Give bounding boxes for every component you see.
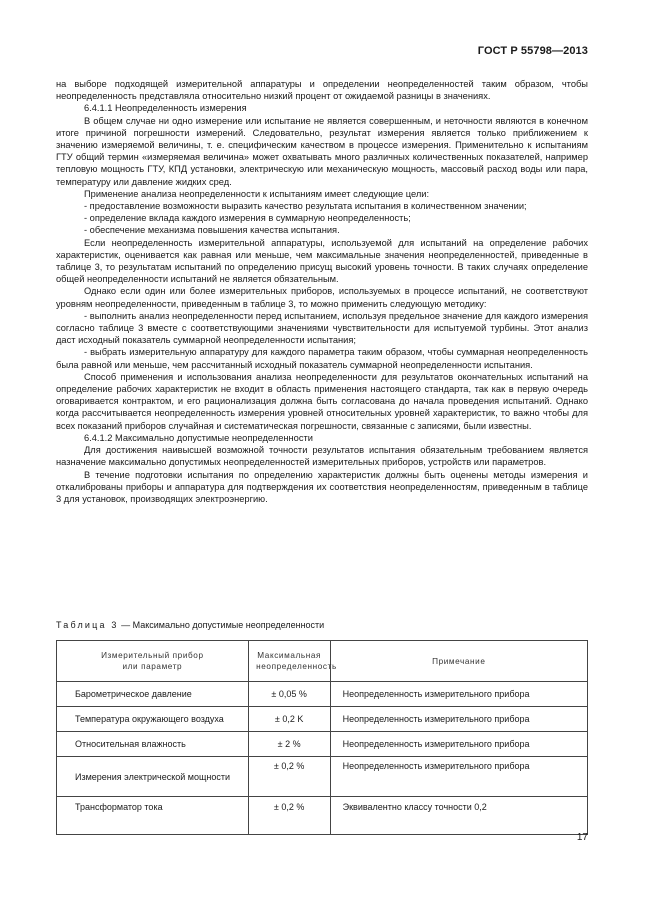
- cell-note: Неопределенность измерительного прибора: [330, 707, 587, 732]
- page-number: 17: [576, 832, 588, 843]
- table-row: [57, 682, 588, 707]
- paragraph: Применение анализа неопределенности к испытаниям имеет следующие цели:: [84, 188, 430, 199]
- section-heading-6-4-1-2: 6.4.1.2 Максимально допустимые неопределенности: [84, 432, 313, 443]
- cell-parameter: Измерения электрической мощности: [57, 757, 249, 797]
- table-row: [57, 797, 588, 835]
- list-item: - предоставление возможности выразить качество результата испытания в количественном значении;: [84, 201, 527, 212]
- list-item: - определение вклада каждого измерения в суммарную неопределенность;: [84, 213, 411, 224]
- cell-uncertainty: ± 0,05 %: [248, 682, 330, 707]
- column-header-parameter: Измерительный прибор или параметр: [57, 641, 249, 682]
- table-caption-title: — Максимально допустимые неопределенности: [118, 620, 325, 630]
- cell-note: Неопределенность измерительного прибора: [330, 757, 587, 797]
- paragraph: Способ применения и использования анализа неопределенности для результатов окончательных испытаний на определение рабочих характеристик не входит в область применения настоящего стандарта, так как в первую очередь оговаривается контрактом, и его рационализация должна быть согласована до начала проведения испытаний. Однако когда рассчитывается неопределенность измерения уровней относительных уровней характеристик, то важно чтобы для всех показаний приборов случайная и систематическая погрешности, связанные с записями, были известны.: [56, 371, 588, 431]
- list-item: - обеспечение механизма повышения качества испытания.: [84, 225, 340, 236]
- paragraph: В течение подготовки испытания по определению характеристик должны быть оценены методы измерения и откалиброваны приборы и аппаратура для подтверждения их соответствия неопределенностям, приведенным в таблице 3 для установок, производящих электроэнергию.: [56, 469, 588, 504]
- list-item: - выполнить анализ неопределенности перед испытанием, используя предельное значение для каждого измерения согласно таблице 3 вместе с соответствующими значениями чувствительности для испытуемой турбины. Этот анализ даст исходный показатель суммарной неопределенности испытания;: [56, 310, 588, 346]
- table-header-row: [57, 641, 588, 682]
- paragraph: Если неопределенность измерительной аппаратуры, используемой для испытаний на определение рабочих характеристик, оценивается как равная или меньше, чем максимальные значения неопределенностей, приведенные в таблице 3, то результатам испытаний по определению присущ высокий уровень точности. В таких случаях определение общей неопределенности испытаний не является обязательным.: [56, 237, 588, 285]
- table-row: [57, 757, 588, 797]
- cell-uncertainty: ± 2 %: [248, 732, 330, 757]
- uncertainty-table: [56, 640, 588, 835]
- paragraph: на выборе подходящей измерительной аппаратуры и определении неопределенностей таким образом, чтобы неопределенность представляла относительно низкий процент от ожидаемой разницы в значениях.: [56, 79, 588, 102]
- cell-parameter: Трансформатор тока: [57, 797, 249, 835]
- cell-uncertainty: ± 0,2 %: [248, 797, 330, 835]
- table-row: [57, 732, 588, 757]
- paragraph: Для достижения наивысшей возможной точности результатов испытания обязательным требованием является назначение максимально допустимых неопределенностей измерительных приборов, устройств или параметров.: [56, 445, 588, 468]
- section-heading-6-4-1-1: 6.4.1.1 Неопределенность измерения: [84, 103, 247, 114]
- cell-note: Неопределенность измерительного прибора: [330, 682, 587, 707]
- document-header: ГОСТ Р 55798—2013: [477, 45, 588, 57]
- body-text: [56, 78, 588, 505]
- cell-parameter: Относительная влажность: [57, 732, 249, 757]
- list-item: - выбрать измерительную аппаратуру для каждого параметра таким образом, чтобы суммарная неопределенность была равной или меньше, чем рассчитанный исходный показатель суммарной неопределенности испытания.: [56, 347, 588, 370]
- cell-uncertainty: ± 0,2 K: [248, 707, 330, 732]
- table-caption-label: Таблица 3: [56, 620, 119, 630]
- table-caption: [56, 620, 324, 630]
- paragraph: В общем случае ни одно измерение или испытание не является совершенным, и неточности являются в конечном итоге причиной погрешности измерений. Следовательно, результат измерения является только приближением к значению измеряемой величины, т. е. специфическим качеством в процессе измерения. Применительно к испытаниям ГТУ общий термин «измеряемая величина» может охватывать много различных количественных показателей, например тепловую мощность ГТУ, КПД установки, электрическую или механическую мощность, массовый расход воды или пара, температуру или давление жидких сред.: [56, 115, 588, 187]
- paragraph: Однако если один или более измерительных приборов, используемых в процессе испытаний, не соответствуют уровням неопределенности, приведенным в таблице 3, то можно применить следующую методику:: [56, 286, 588, 309]
- column-header-note: Примечание: [330, 641, 587, 682]
- cell-note: Неопределенность измерительного прибора: [330, 732, 587, 757]
- cell-uncertainty: ± 0,2 %: [248, 757, 330, 797]
- table-row: [57, 707, 588, 732]
- cell-parameter: Барометрическое давление: [57, 682, 249, 707]
- column-header-uncertainty: Максимальная неопределенность: [248, 641, 330, 682]
- cell-parameter: Температура окружающего воздуха: [57, 707, 249, 732]
- cell-note: Эквивалентно классу точности 0,2: [330, 797, 587, 835]
